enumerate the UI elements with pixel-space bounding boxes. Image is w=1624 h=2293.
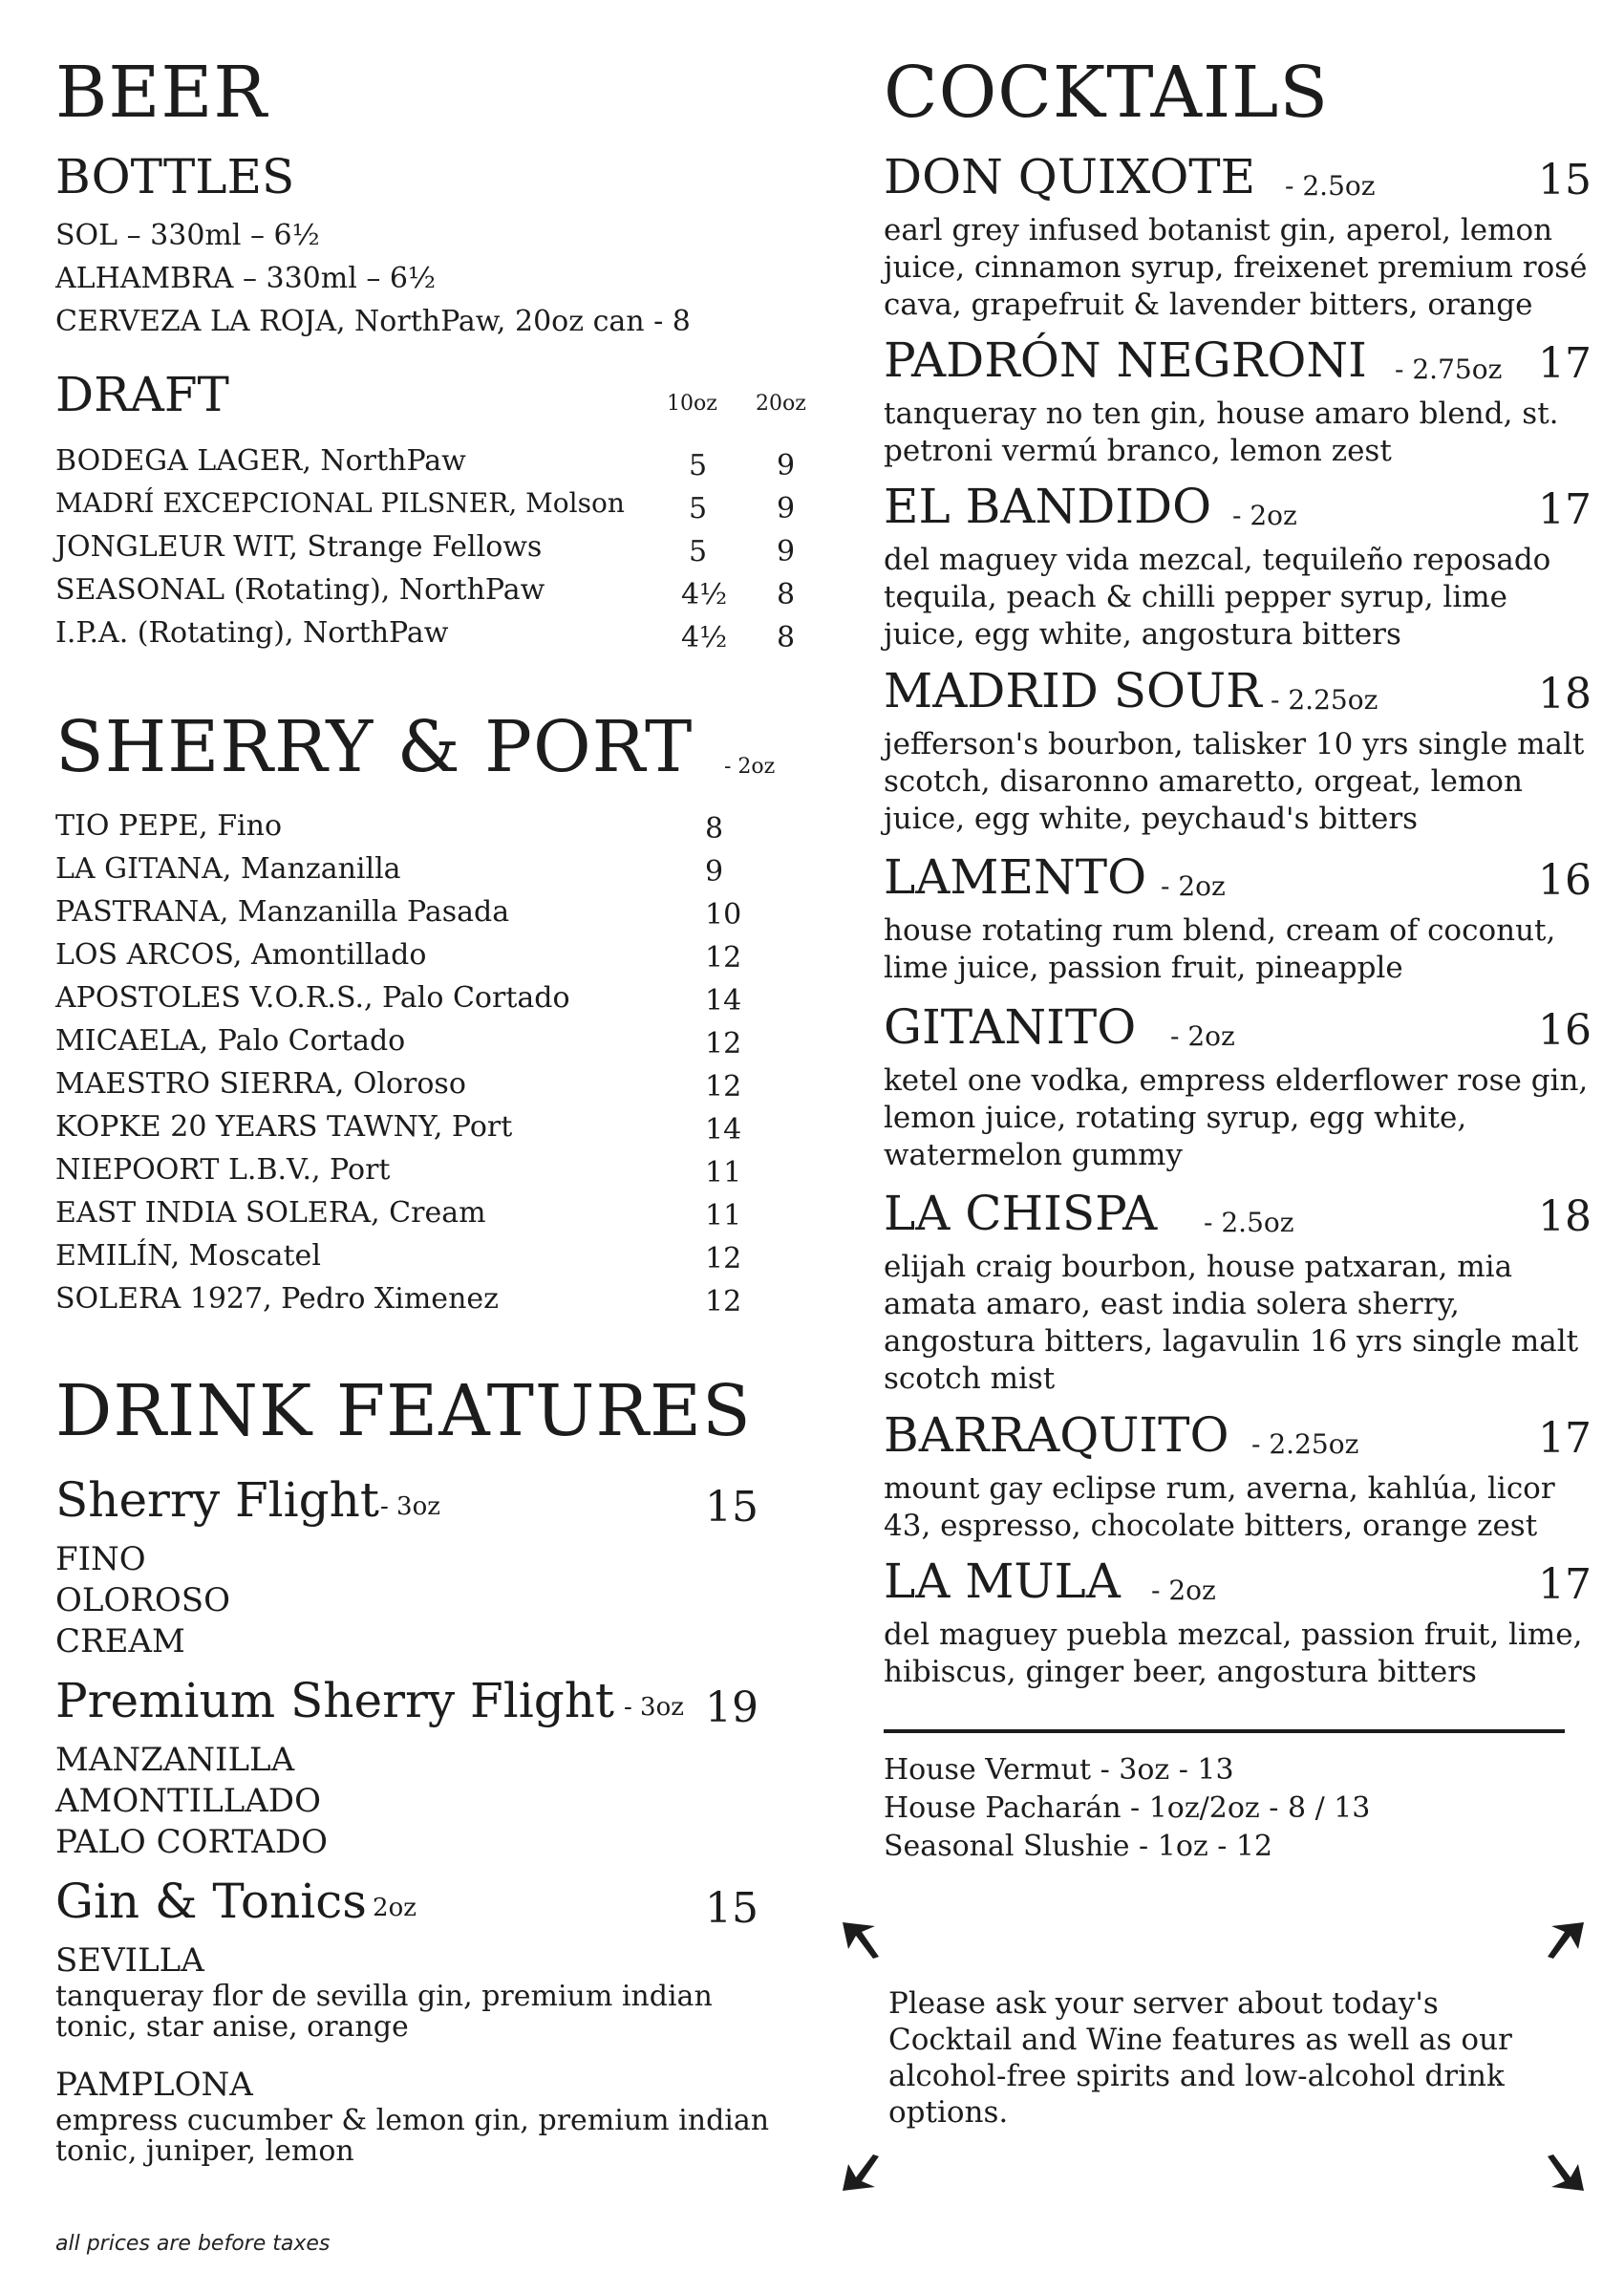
draft-item-name: MADRÍ EXCEPCIONAL PILSNER, Molson — [55, 487, 625, 519]
flight-item: FINO — [55, 1540, 146, 1578]
premium-flight-price: 19 — [705, 1683, 759, 1732]
cocktail-size: - 2.75oz — [1395, 354, 1503, 385]
sherry-item-name: KOPKE 20 YEARS TAWNY, Port — [55, 1110, 513, 1144]
gin-tonic-name: SEVILLA — [55, 1941, 204, 1980]
sherry-item-price: 14 — [705, 1113, 742, 1146]
sherry-item-name: SOLERA 1927, Pedro Ximenez — [55, 1282, 499, 1316]
drink-features-heading: DRINK FEATURES — [55, 1370, 752, 1452]
cocktail-desc: tanqueray no ten gin, house amaro blend, st. petroni vermú branco, lemon zest — [884, 396, 1559, 468]
draft-size-10oz: 10oz — [667, 392, 717, 416]
cocktail-price: 17 — [1538, 485, 1592, 534]
features-note-box — [841, 1920, 1586, 2193]
cocktail-desc: del maguey puebla mezcal, passion fruit, lime, hibiscus, ginger beer, angostura bitters — [884, 1618, 1583, 1689]
cocktail-size: - 2oz — [1232, 500, 1297, 531]
cocktail-name: LA MULA — [884, 1554, 1121, 1609]
cocktail-price: 16 — [1538, 856, 1592, 905]
sherry-port-size: - 2oz — [724, 755, 776, 779]
draft-price-10oz: 5 — [689, 449, 708, 482]
sherry-item-price: 12 — [705, 1242, 742, 1275]
sherry-item-name: LA GITANA, Manzanilla — [55, 852, 401, 886]
extra-item-slushie: Seasonal Slushie - 1oz - 12 — [884, 1830, 1273, 1863]
cocktails-heading: COCKTAILS — [884, 52, 1330, 134]
sherry-item-price: 10 — [705, 898, 742, 932]
cocktail-name: PADRÓN NEGRONI — [884, 332, 1367, 388]
sherry-item-name: NIEPOORT L.B.V., Port — [55, 1153, 391, 1187]
sherry-item-name: EAST INDIA SOLERA, Cream — [55, 1196, 486, 1230]
cocktail-desc: ketel one vodka, empress elderflower rose gin, lemon juice, rotating syrup, egg white, watermelon gummy — [884, 1063, 1589, 1172]
cocktail-size: - 2.25oz — [1251, 1428, 1359, 1460]
flight-item: MANZANILLA — [55, 1741, 295, 1779]
sherry-item-name: EMILÍN, Moscatel — [55, 1239, 321, 1273]
gin-tonic-desc: tanqueray flor de sevilla gin, premium indian tonic, star anise, orange — [55, 1980, 713, 2044]
sherry-item-name: MAESTRO SIERRA, Oloroso — [55, 1067, 466, 1101]
cocktail-desc: del maguey vida mezcal, tequileño reposado tequila, peach & chilli pepper syrup, lime juice, egg white, angostura bitters — [884, 543, 1551, 652]
draft-price-10oz: 4½ — [681, 578, 728, 611]
sherry-item-name: PASTRANA, Manzanilla Pasada — [55, 895, 510, 929]
beer-heading: BEER — [55, 52, 268, 134]
cocktail-desc: jefferson's bourbon, talisker 10 yrs single malt scotch, disaronno amaretto, orgeat, lemon juice, egg white, peychaud's bitters — [884, 727, 1585, 836]
cocktail-size: - 2oz — [1170, 1020, 1235, 1052]
cocktail-name: LA CHISPA — [884, 1186, 1158, 1241]
sherry-item-price: 12 — [705, 1070, 742, 1104]
cocktail-price: 18 — [1538, 1192, 1592, 1241]
cocktail-desc: elijah craig bourbon, house patxaran, mia amata amaro, east india solera sherry, angostura bitters, lagavulin 16 yrs single malt scotch mist — [884, 1250, 1579, 1396]
cocktail-size: - 2oz — [1151, 1575, 1216, 1606]
sherry-item-price: 12 — [705, 941, 742, 975]
divider-line — [884, 1729, 1565, 1733]
cocktail-price: 17 — [1538, 1414, 1592, 1463]
cocktail-size: - 2.25oz — [1271, 684, 1378, 716]
premium-flight-size: - 3oz — [624, 1693, 684, 1722]
draft-price-20oz: 9 — [777, 492, 796, 525]
cocktail-name: DON QUIXOTE — [884, 149, 1256, 204]
draft-heading: DRAFT — [55, 367, 229, 422]
corner-arrow-icon — [841, 2153, 881, 2193]
sherry-item-name: APOSTOLES V.O.R.S., Palo Cortado — [55, 981, 570, 1015]
cocktail-price: 18 — [1538, 670, 1592, 718]
bottle-item: SOL – 330ml – 6½ — [55, 219, 320, 252]
draft-item-name: JONGLEUR WIT, Strange Fellows — [55, 530, 543, 564]
sherry-item-price: 11 — [705, 1156, 742, 1189]
cocktail-price: 17 — [1538, 339, 1592, 388]
draft-item-name: I.P.A. (Rotating), NorthPaw — [55, 616, 449, 650]
cocktail-price: 16 — [1538, 1006, 1592, 1055]
premium-flight-title: Premium Sherry Flight — [55, 1673, 615, 1728]
bottle-item: ALHAMBRA – 330ml – 6½ — [55, 262, 437, 295]
sherry-item-price: 9 — [705, 855, 724, 889]
sherry-port-heading: SHERRY & PORT — [55, 706, 694, 788]
draft-price-20oz: 8 — [777, 578, 796, 611]
draft-item-name: SEASONAL (Rotating), NorthPaw — [55, 573, 545, 607]
cocktail-name: EL BANDIDO — [884, 479, 1212, 534]
draft-size-20oz: 20oz — [756, 392, 806, 416]
sherry-item-price: 12 — [705, 1027, 742, 1061]
tax-footnote: all prices are before taxes — [55, 2232, 331, 2256]
sherry-item-price: 12 — [705, 1285, 742, 1318]
sherry-item-price: 11 — [705, 1199, 742, 1232]
cocktail-desc: mount gay eclipse rum, averna, kahlúa, licor 43, espresso, chocolate bitters, orange zest — [884, 1471, 1555, 1543]
sherry-item-price: 8 — [705, 812, 724, 846]
sherry-item-name: MICAELA, Palo Cortado — [55, 1024, 406, 1058]
cocktail-size: - 2.5oz — [1204, 1207, 1294, 1238]
draft-price-20oz: 8 — [777, 621, 796, 654]
cocktail-name: BARRAQUITO — [884, 1407, 1229, 1463]
corner-arrow-icon — [841, 1920, 881, 1961]
bottle-item: CERVEZA LA ROJA, NorthPaw, 20oz can - 8 — [55, 305, 691, 338]
sherry-item-name: TIO PEPE, Fino — [55, 809, 283, 843]
corner-arrow-icon — [1546, 2153, 1586, 2193]
sherry-flight-title: Sherry Flight — [55, 1472, 379, 1528]
gin-tonics-price: 15 — [705, 1884, 759, 1933]
draft-price-20oz: 9 — [777, 449, 796, 482]
features-note-text: Please ask your server about today's Cocktail and Wine features as well as our alcohol-free spirits and low-alcohol drink options. — [888, 1986, 1512, 2130]
gin-tonics-size: - 2oz — [356, 1894, 417, 1922]
sherry-flight-size: - 3oz — [380, 1492, 440, 1521]
extra-item-vermut: House Vermut - 3oz - 13 — [884, 1753, 1234, 1787]
sherry-item-name: LOS ARCOS, Amontillado — [55, 938, 427, 972]
flight-item: CREAM — [55, 1622, 185, 1661]
flight-item: PALO CORTADO — [55, 1823, 328, 1861]
bottles-heading: BOTTLES — [55, 149, 295, 204]
sherry-item-price: 14 — [705, 984, 742, 1018]
cocktail-price: 15 — [1538, 156, 1592, 204]
flight-item: OLOROSO — [55, 1581, 230, 1619]
corner-arrow-icon — [1546, 1920, 1586, 1961]
cocktail-desc: earl grey infused botanist gin, aperol, lemon juice, cinnamon syrup, freixenet premium rosé cava, grapefruit & lavender bitters, orange — [884, 213, 1588, 322]
cocktail-desc: house rotating rum blend, cream of coconut, lime juice, passion fruit, pineapple — [884, 913, 1556, 985]
cocktail-name: MADRID SOUR — [884, 663, 1262, 718]
extra-item-pacharan: House Pacharán - 1oz/2oz - 8 / 13 — [884, 1791, 1371, 1825]
gin-tonic-name: PAMPLONA — [55, 2066, 253, 2104]
flight-item: AMONTILLADO — [55, 1782, 321, 1820]
gin-tonic-desc: empress cucumber & lemon gin, premium indian tonic, juniper, lemon — [55, 2104, 770, 2168]
gin-tonics-title: Gin & Tonics — [55, 1874, 367, 1929]
cocktail-name: GITANITO — [884, 999, 1137, 1055]
draft-price-10oz: 5 — [689, 535, 708, 568]
draft-price-20oz: 9 — [777, 535, 796, 568]
cocktail-size: - 2oz — [1161, 870, 1226, 902]
draft-price-10oz: 4½ — [681, 621, 728, 654]
sherry-flight-price: 15 — [705, 1483, 759, 1532]
cocktail-size: - 2.5oz — [1285, 170, 1376, 202]
cocktail-price: 17 — [1538, 1560, 1592, 1609]
draft-price-10oz: 5 — [689, 492, 708, 525]
draft-item-name: BODEGA LAGER, NorthPaw — [55, 444, 466, 478]
cocktail-name: LAMENTO — [884, 849, 1147, 905]
